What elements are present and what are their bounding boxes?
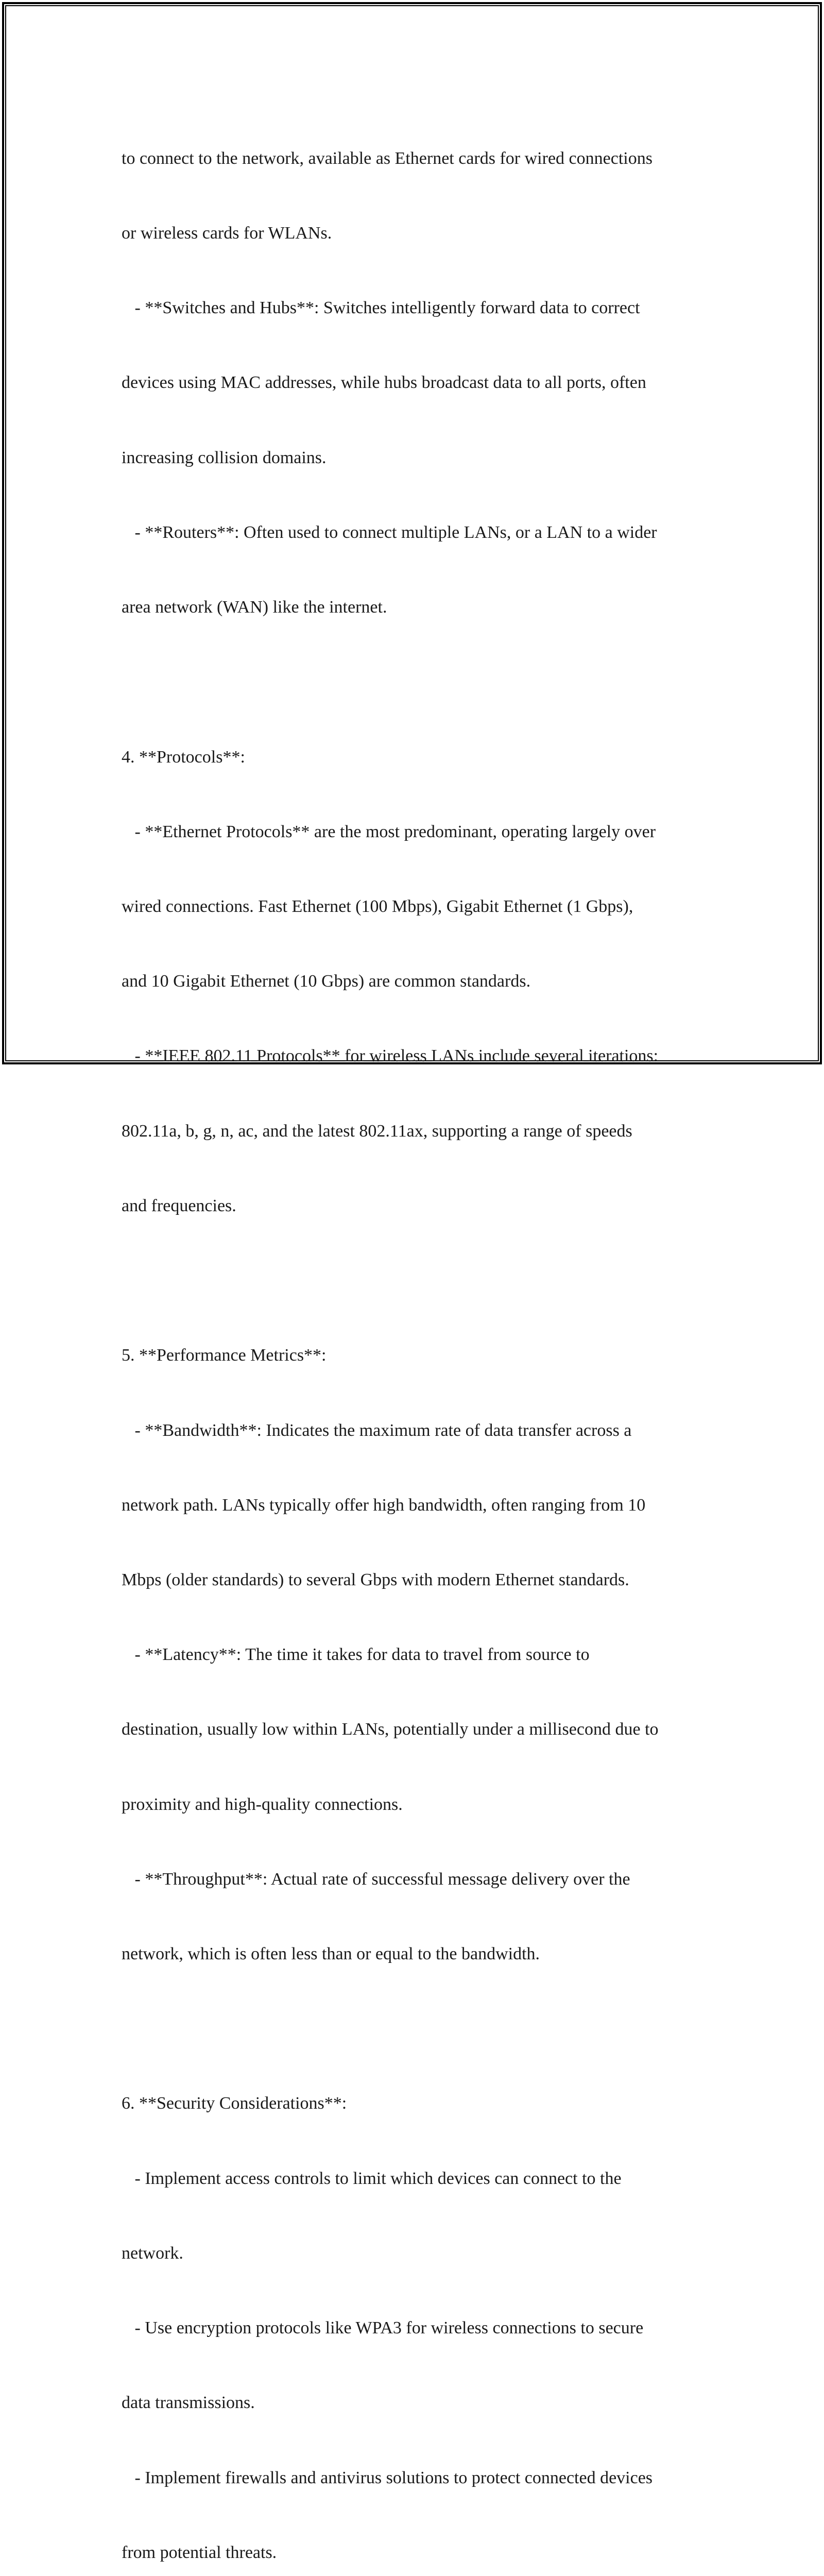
text-line: destination, usually low within LANs, potentially under a millisecond due to	[122, 1720, 659, 1739]
text-line: network, which is often less than or equal to the bandwidth.	[122, 1944, 540, 1964]
section-heading: 6. **Security Considerations**:	[122, 2094, 347, 2113]
text-line: proximity and high-quality connections.	[122, 1794, 403, 1814]
text-line: network path. LANs typically offer high bandwidth, often ranging from 10	[122, 1495, 646, 1515]
blank-line	[122, 1268, 714, 1293]
text-line: - **Bandwidth**: Indicates the maximum rate of data transfer across a	[122, 1420, 632, 1440]
text-line: and frequencies.	[122, 1196, 236, 1215]
text-line: Mbps (older standards) to several Gbps with modern Ethernet standards.	[122, 1570, 629, 1589]
text-line: or wireless cards for WLANs.	[122, 224, 332, 243]
text-line: - Implement firewalls and antivirus solutions to protect connected devices	[122, 2468, 653, 2487]
text-line: increasing collision domains.	[122, 448, 327, 467]
text-line: devices using MAC addresses, while hubs broadcast data to all ports, often	[122, 373, 646, 393]
text-line: to connect to the network, available as Ethernet cards for wired connections	[122, 148, 653, 168]
text-line: - **Throughput**: Actual rate of successful message delivery over the	[122, 1869, 630, 1889]
text-line: and 10 Gigabit Ethernet (10 Gbps) are common standards.	[122, 972, 531, 991]
section-heading: 4. **Protocols**:	[122, 747, 245, 767]
text-line: - Use encryption protocols like WPA3 for wireless connections to secure	[122, 2318, 644, 2338]
text-line: - **Ethernet Protocols** are the most predominant, operating largely over	[122, 822, 656, 841]
blank-line	[122, 670, 714, 694]
text-line: - **Switches and Hubs**: Switches intelligently forward data to correct	[122, 298, 640, 318]
text-line: - Implement access controls to limit which devices can connect to the	[122, 2168, 622, 2188]
text-line: from potential threats.	[122, 2543, 277, 2562]
text-line: - **Routers**: Often used to connect multiple LANs, or a LAN to a wider	[122, 522, 657, 542]
text-line: wired connections. Fast Ethernet (100 Mbps), Gigabit Ethernet (1 Gbps),	[122, 896, 633, 916]
section-heading: 5. **Performance Metrics**:	[122, 1346, 327, 1365]
document-body	[122, 96, 714, 2576]
text-line: data transmissions.	[122, 2393, 255, 2413]
blank-line	[122, 2016, 714, 2041]
text-line: - **Latency**: The time it takes for data to travel from source to	[122, 1645, 590, 1665]
text-line: area network (WAN) like the internet.	[122, 598, 387, 617]
text-line: network.	[122, 2243, 183, 2263]
text-line: - **IEEE 802.11 Protocols** for wireless LANs include several iterations:	[122, 1046, 659, 1066]
text-line: 802.11a, b, g, n, ac, and the latest 802.11ax, supporting a range of speeds	[122, 1121, 632, 1141]
